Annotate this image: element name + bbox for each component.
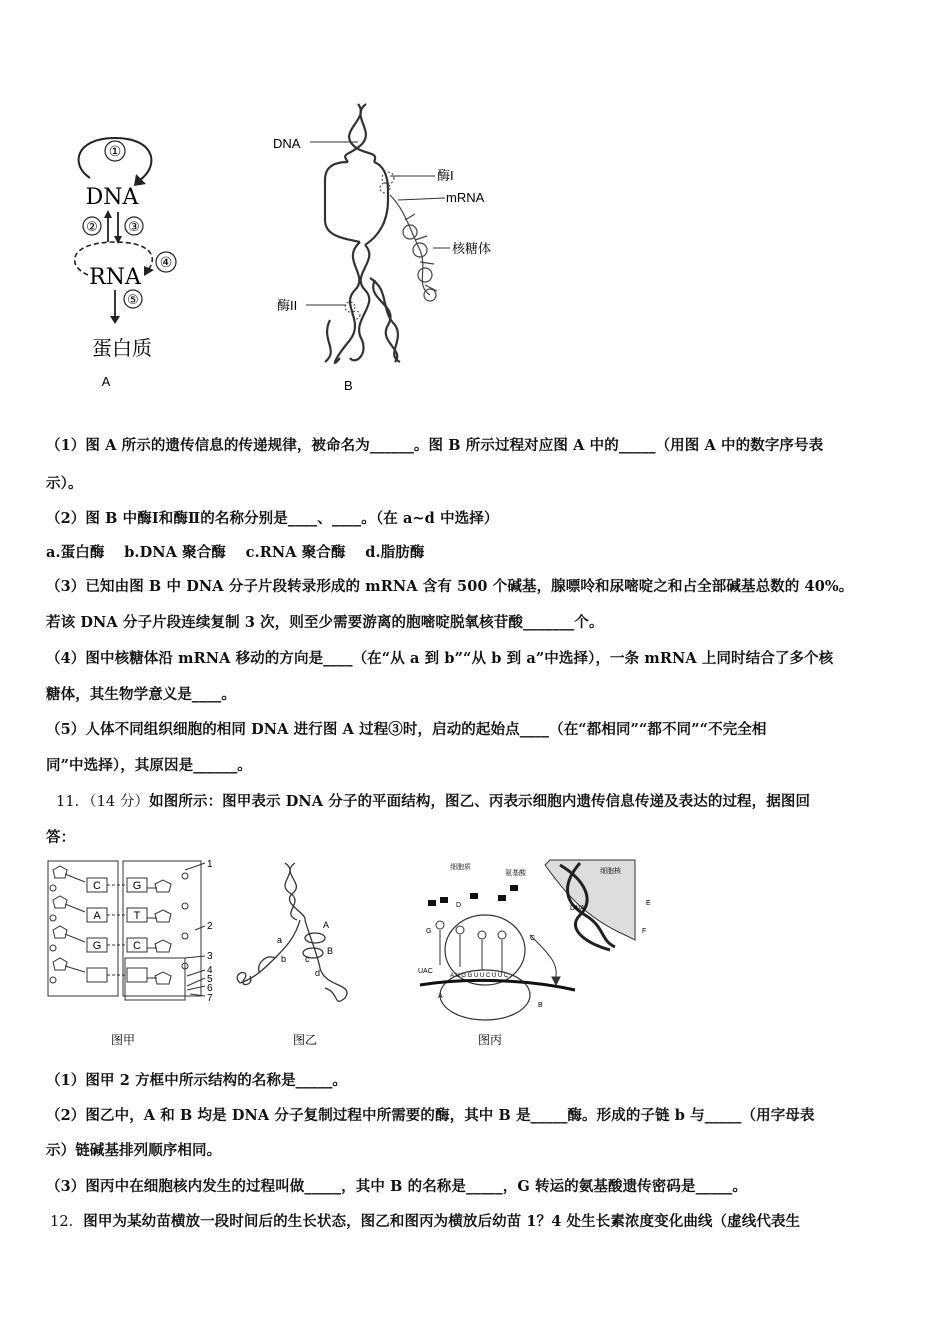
figure-bing xyxy=(410,855,660,1050)
yi-label-B: B xyxy=(327,946,334,956)
bing-label-uac: UAC xyxy=(418,968,433,975)
q10-part2: （2）图 B 中酶Ⅰ和酶Ⅱ的名称分别是____、____。（在 a~d 中选择） xyxy=(46,510,499,527)
jia-num-4: 4 xyxy=(207,965,213,976)
base-left-1: C xyxy=(93,880,101,892)
caption-bing: 图丙 xyxy=(477,1033,503,1047)
q11-part1: （1）图甲 2 方框中所示结构的名称是_____。 xyxy=(46,1072,348,1089)
q10-options: a.蛋白酶 b.DNA 聚合酶 c.RNA 聚合酶 d.脂肪酶 xyxy=(46,544,425,561)
q12-line1 xyxy=(50,1210,800,1231)
jia-num-2: 2 xyxy=(207,921,213,932)
bing-label-amino-acid: 氨基酸 xyxy=(505,870,526,877)
bing-label-F: F xyxy=(642,928,647,935)
figure-yi xyxy=(225,858,365,1048)
circle-2: ② xyxy=(86,219,98,234)
bing-label-A: A xyxy=(438,993,443,1000)
q10-part4-line2: 糖体，其生物学意义是____。 xyxy=(46,686,236,703)
dna-label-b: DNA xyxy=(273,136,301,151)
q12-text: 图甲为某幼苗横放一段时间后的生长状态，图乙和图丙为横放后幼苗 1？4 处生长素浓度变化曲线（虚线代表生 xyxy=(83,1213,801,1230)
jia-num-6: 6 xyxy=(207,983,213,994)
enzyme2-label: 酶II xyxy=(277,298,298,313)
q10-part1-line1: （1）图 A 所示的遗传信息的传递规律，被命名为______。图 B 所示过程对应图 A 中的_____（用图 A 中的数字序号表 xyxy=(46,437,824,454)
base-right-2: T xyxy=(133,910,141,922)
q10-part3-line1: （3）已知由图 B 中 DNA 分子片段转录形成的 mRNA 含有 500 个碱基，腺嘌呤和尿嘧啶之和占全部碱基总数的 40%。 xyxy=(46,578,854,595)
bing-label-E: E xyxy=(646,900,651,907)
base-left-3: G xyxy=(92,940,102,952)
caption-b: B xyxy=(344,378,353,393)
bing-label-dna: DNA xyxy=(570,905,585,912)
enzyme1-label: 酶I xyxy=(437,168,454,183)
yi-label-d: d xyxy=(315,968,321,978)
bing-label-C: C xyxy=(530,935,536,942)
q10-part5-line2: 同”中选择），其原因是______。 xyxy=(46,757,252,774)
yi-label-A: A xyxy=(323,920,330,930)
q12-number: 12． xyxy=(50,1214,84,1230)
q10-part1-line2: 示）。 xyxy=(46,475,83,492)
yi-label-b: b xyxy=(281,954,287,964)
circle-4: ④ xyxy=(159,254,173,270)
jia-num-7: 7 xyxy=(207,993,213,1004)
circle-3: ③ xyxy=(128,219,140,234)
jia-num-3: 3 xyxy=(207,951,213,962)
bing-label-nucleus: 细胞核 xyxy=(600,868,621,875)
bing-label-D: D xyxy=(456,902,462,909)
q11-intro-line1 xyxy=(56,790,810,811)
q11-number: 11．（14 分） xyxy=(56,794,150,810)
bing-label-B: B xyxy=(538,1002,543,1009)
bing-mrna-sequence: A U G G U U C U U C xyxy=(450,973,509,979)
q11-part2-line2: 示）链碱基排列顺序相同。 xyxy=(46,1142,222,1159)
bing-label-cytoplasm: 细胞质 xyxy=(450,864,471,871)
protein-label: 蛋白质 xyxy=(92,336,152,360)
ribosome-label: 核糖体 xyxy=(452,241,492,256)
mrna-label: mRNA xyxy=(446,190,485,205)
bing-label-G: G xyxy=(426,928,432,935)
caption-yi: 图乙 xyxy=(292,1033,318,1047)
caption-jia: 图甲 xyxy=(110,1033,136,1047)
q10-part5-line1: （5）人体不同组织细胞的相同 DNA 进行图 A 过程③时，启动的起始点____（在“都相同”“都不同”“不完全相 xyxy=(46,721,767,738)
rna-label: RNA xyxy=(89,265,141,290)
figure-a xyxy=(60,130,200,400)
yi-label-a: a xyxy=(277,935,283,945)
q11-part2-line1: （2）图乙中，A 和 B 均是 DNA 分子复制过程中所需要的酶，其中 B 是_____酶。形成的子链 b 与_____（用字母表 xyxy=(46,1107,815,1124)
jia-num-1: 1 xyxy=(207,859,213,870)
yi-label-c: c xyxy=(305,954,310,964)
caption-a: A xyxy=(101,374,111,389)
q10-part4-line1: （4）图中核糖体沿 mRNA 移动的方向是____（在“从 a 到 b”“从 b 到 a”中选择），一条 mRNA 上同时结合了多个核 xyxy=(46,650,834,667)
figure-b xyxy=(270,100,510,400)
base-left-2: A xyxy=(93,910,101,922)
q11-intro-line2: 答： xyxy=(46,829,76,846)
jia-num-5: 5 xyxy=(207,974,213,985)
q11-intro-text: 如图所示：图甲表示 DNA 分子的平面结构，图乙、丙表示细胞内遗传信息传递及表达的过程，据图回 xyxy=(149,793,811,810)
figure-jia xyxy=(45,858,215,1048)
circle-1: ① xyxy=(108,143,122,159)
circle-5: ⑤ xyxy=(127,292,139,307)
dna-label-a: DNA xyxy=(85,185,139,210)
q10-part3-line2: 若该 DNA 分子片段连续复制 3 次，则至少需要游离的胞嘧啶脱氧核苷酸_______个。 xyxy=(46,614,604,631)
base-right-3: C xyxy=(133,940,141,952)
q11-part3: （3）图丙中在细胞核内发生的过程叫做_____，其中 B 的名称是_____，G 转运的氨基酸遗传密码是_____。 xyxy=(46,1178,747,1195)
base-right-1: G xyxy=(132,880,142,892)
